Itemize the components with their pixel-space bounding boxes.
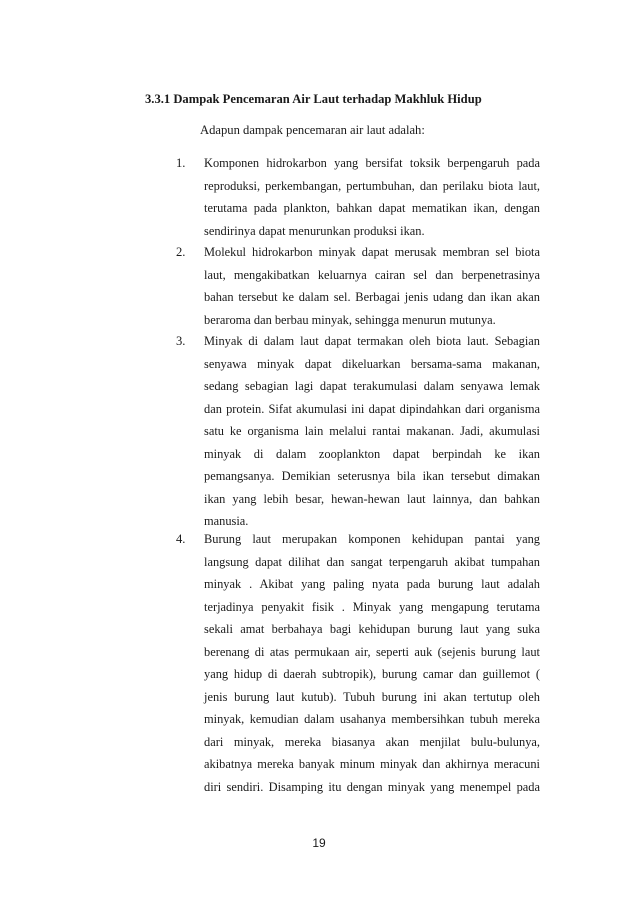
list-item-line: senyawa minyak dapat dikeluarkan bersama-sama makanan, bbox=[204, 356, 540, 371]
list-item-line: minyak di dalam zooplankton dapat berpindah ke ikan bbox=[204, 446, 540, 461]
list-item-line: ikan yang lebih besar, hewan-hewan laut lainnya, dan bahkan bbox=[204, 491, 540, 506]
list-item-line: sendirinya dapat menurunkan produksi ikan. bbox=[204, 223, 425, 238]
list-item-line: akibatnya mereka banyak minum minyak dan akhirnya meracuni bbox=[204, 757, 540, 771]
intro-paragraph: Adapun dampak pencemaran air laut adalah: bbox=[200, 123, 425, 137]
list-item-line: jenis burung laut kutub). Tubuh burung ini akan tertutup oleh bbox=[204, 689, 540, 704]
list-item-number: 2. bbox=[176, 245, 186, 259]
list-item-line: Minyak di dalam laut dapat termakan oleh biota laut. Sebagian bbox=[204, 334, 540, 348]
page-number: 19 bbox=[312, 836, 326, 850]
list-item-line: reproduksi, perkembangan, pertumbuhan, dan perilaku biota laut, bbox=[204, 178, 540, 193]
list-item-line: minyak . Akibat yang paling nyata pada burung laut adalah bbox=[204, 577, 540, 591]
list-item-line: dari minyak, mereka biasanya akan menjilat bulu-bulunya, bbox=[204, 734, 540, 749]
list-item-line: Burung laut merupakan komponen kehidupan pantai yang bbox=[204, 532, 540, 546]
list-item-line: beraroma dan berbau minyak, sehingga menurun mutunya. bbox=[204, 312, 496, 327]
list-item-line: dan protein. Sifat akumulasi ini dapat dipindahkan dari organisma bbox=[204, 401, 540, 416]
list-item-line: sekali amat berbahaya bagi kehidupan burung laut yang suka bbox=[204, 622, 540, 636]
list-item-line: satu ke organisma lain melalui rantai makanan. Jadi, akumulasi bbox=[204, 424, 540, 438]
list-item-line: diri sendiri. Disamping itu dengan minyak yang menempel pada bbox=[204, 779, 540, 794]
list-item-number: 1. bbox=[176, 156, 186, 170]
list-item-line: terjadinya penyakit fisik . Minyak yang mengapung terutama bbox=[204, 599, 540, 614]
list-item-number: 4. bbox=[176, 532, 186, 546]
list-item-number: 3. bbox=[176, 334, 186, 348]
list-item-line: Komponen hidrokarbon yang bersifat toksik berpengaruh pada bbox=[204, 156, 540, 170]
list-item-line: minyak, kemudian dalam usahanya membersihkan tubuh mereka bbox=[204, 712, 540, 726]
list-item-line: sedang sebagian lagi dapat terakumulasi dalam senyawa lemak bbox=[204, 379, 540, 393]
list-item-line: berenang di atas permukaan air, seperti auk (sejenis burung laut bbox=[204, 644, 540, 659]
list-item-line: bahan tersebut ke dalam sel. Berbagai jenis udang dan ikan akan bbox=[204, 290, 540, 304]
list-item-line: terutama pada plankton, bahkan dapat mematikan ikan, dengan bbox=[204, 201, 540, 215]
list-item-line: manusia. bbox=[204, 514, 249, 528]
section-heading: 3.3.1 Dampak Pencemaran Air Laut terhadap Makhluk Hidup bbox=[145, 92, 482, 106]
list-item-line: laut, mengakibatkan keluarnya cairan sel dan berpenetrasinya bbox=[204, 267, 540, 282]
list-item-line: pemangsanya. Demikian seterusnya bila ikan tersebut dimakan bbox=[204, 469, 540, 483]
list-item-line: langsung dapat dilihat dan sangat terpengaruh akibat tumpahan bbox=[204, 554, 540, 569]
list-item-line: Molekul hidrokarbon minyak dapat merusak membran sel biota bbox=[204, 245, 540, 259]
list-item-line: yang hidup di daerah subtropik), burung camar dan guillemot ( bbox=[204, 667, 540, 681]
